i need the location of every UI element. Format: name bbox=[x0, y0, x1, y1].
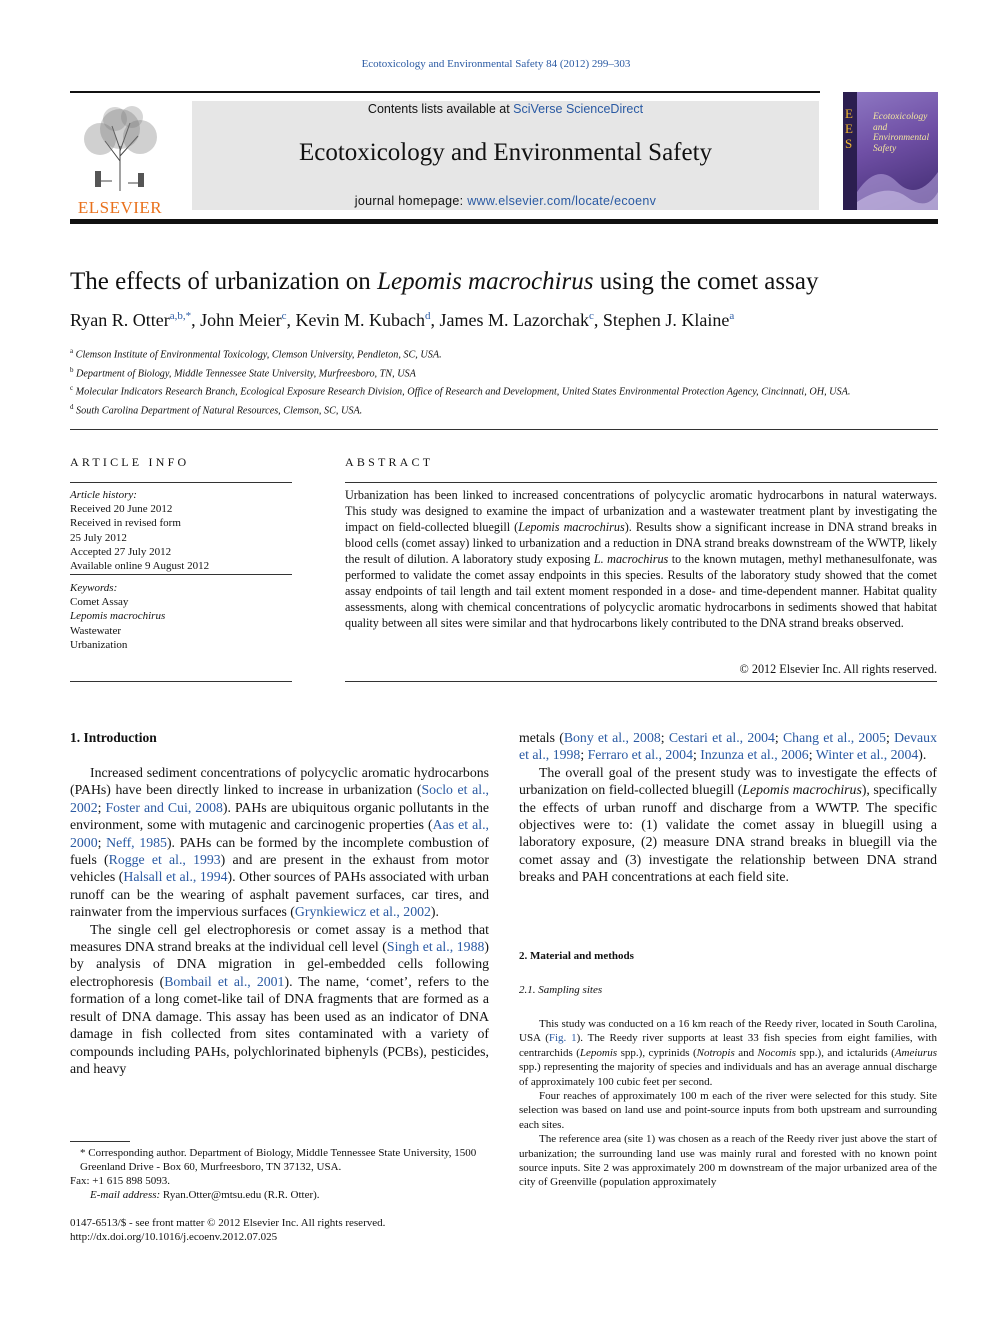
fax: Fax: +1 615 898 5093. bbox=[70, 1175, 171, 1187]
affiliation-text: South Carolina Department of Natural Resources, Clemson, SC, USA. bbox=[76, 405, 363, 417]
citation-link[interactable]: Foster and Cui, 2008 bbox=[105, 799, 223, 815]
abstract-part: ). Results show a significant increase in DNA strand breaks in blood cells (comet assay) linked to urbanization and a reduction in DNA strand breaks downstream of the WWTP, likely the result of dilution. A laboratory study exposing bbox=[345, 520, 937, 566]
citation-link[interactable]: Fig. 1 bbox=[548, 1032, 577, 1045]
author-affil-marker[interactable]: c bbox=[588, 310, 594, 322]
running-head: Ecotoxicology and Environmental Safety 84 (2012) 299–303 bbox=[361, 58, 631, 70]
elsevier-logo bbox=[70, 101, 170, 217]
keyword: Lepomis macrochirus bbox=[70, 610, 166, 623]
keyword: Urbanization bbox=[70, 638, 128, 651]
citation-link[interactable]: Bombail et al., 2001 bbox=[164, 973, 285, 989]
citation-link[interactable]: Grynkiewicz et al., 2002 bbox=[294, 904, 431, 920]
author-affil-marker[interactable]: a,b,* bbox=[169, 310, 192, 322]
history-label: Article history: bbox=[70, 489, 137, 501]
abstract-part: to the known mutagen, methyl methanesulfonate, was performed to validate the comet assay endpoints in this species. Results of the laboratory study showed that the comet assay endpoints of tail length and tail extent moment responded in a dose- and time-dependent manner. Habitat quality assessments, along with chemical concentrations of polycyclic aromatic hydrocarbons in sediments showed that habitat quality between all sites were similar and that hydrocarbons likely contributed to the DNA strand breaks observed. bbox=[345, 552, 937, 630]
intro-paragraph-4: The overall goal of the present study was to investigate the effects of urbanization on field-collected bluegill (Lepomis macrochirus), specifically the effects of urban runoff and discharge from a WWTP. The specific objectives were to: (1) validate the comet assay in bluegill using a laboratory exposure, (2) measure DNA strand breaks in bluegill via the comet assay and (3) investigate the relationship between DNA strand breaks and PAH concentrations at each field site. bbox=[519, 764, 937, 885]
intro-paragraph-3: metals (Bony et al., 2008; Cestari et al., 2004; Chang et al., 2005; Devaux et al., 1998; Ferraro et al., 2004; Inzunza et al., 2006; Winter et al., 2004). bbox=[519, 730, 937, 763]
citation-link[interactable]: Winter et al., 2004 bbox=[815, 747, 919, 763]
title-part-1: The effects of urbanization on bbox=[70, 268, 378, 295]
journal-homepage bbox=[192, 194, 819, 208]
affiliations bbox=[70, 344, 938, 418]
author-name: John Meier bbox=[200, 310, 282, 330]
author-name: Ryan R. Otter bbox=[70, 310, 170, 330]
header-top-rule bbox=[70, 91, 820, 93]
corresponding-author: * Corresponding author. Department of Biology, Middle Tennessee State University, 1500 Greenland Drive - Box 60, Murfreesboro, TN 37132, USA. bbox=[80, 1147, 477, 1173]
issn-line: 0147-6513/$ - see front matter © 2012 Elsevier Inc. All rights reserved. bbox=[70, 1217, 386, 1229]
header-thick-rule bbox=[70, 219, 938, 224]
author-name: Kevin M. Kubach bbox=[295, 310, 426, 330]
cover-letter-1: E bbox=[845, 106, 853, 121]
affiliation-marker: c bbox=[70, 384, 74, 393]
affiliation bbox=[70, 344, 938, 363]
elsevier-wordmark: ELSEVIER bbox=[77, 198, 163, 217]
citation-link[interactable]: Neff, 1985 bbox=[106, 834, 167, 850]
affiliation bbox=[70, 381, 938, 400]
cover-title-line-2: and bbox=[873, 122, 888, 133]
cover-artwork bbox=[857, 152, 938, 210]
front-matter bbox=[70, 1216, 520, 1244]
sciencedirect-link[interactable]: SciVerse ScienceDirect bbox=[513, 102, 644, 116]
email-address[interactable]: Ryan.Otter@mtsu.edu (R.R. Otter). bbox=[162, 1189, 320, 1201]
keyword: Comet Assay bbox=[70, 596, 129, 609]
keywords-rule bbox=[70, 574, 292, 575]
history-item: Received in revised form bbox=[70, 517, 181, 530]
left-column bbox=[70, 764, 489, 1077]
homepage-link[interactable]: www.elsevier.com/locate/ecoenv bbox=[467, 194, 657, 208]
intro-paragraph-1: Increased sediment concentrations of polycyclic aromatic hydrocarbons (PAHs) have been directly linked to increase in urbanization (Soclo et al., 2002; Foster and Cui, 2008). PAHs are ubiquitous organic pollutants in the environment, some with mutagenic and carcinogenic properties (Aas et al., 2000; Neff, 1985). PAHs can be formed by the incomplete combustion of fuels (Rogge et al., 1993) and are present in the exhaust from motor vehicles (Halsall et al., 1994). Other sources of PAHs associated with urban runoff can be the wearing of asphalt pavement surfaces, car tires, and rainwater from the impervious surfaces (Grynkiewicz et al., 2002). bbox=[70, 765, 490, 920]
tree-icon bbox=[70, 101, 170, 193]
title-part-2: using the comet assay bbox=[593, 268, 819, 295]
article-info-heading: ARTICLE INFO bbox=[70, 455, 190, 469]
footnote-rule bbox=[70, 1141, 130, 1142]
history-item: 25 July 2012 bbox=[70, 531, 127, 544]
email-line bbox=[70, 1188, 489, 1202]
email-label: E-mail address: bbox=[90, 1189, 161, 1201]
article-info-bottom-rule bbox=[70, 681, 292, 682]
citation-link[interactable]: Singh et al., 1988 bbox=[386, 939, 485, 955]
affiliation bbox=[70, 363, 938, 382]
abstract-species: Lepomis macrochirus bbox=[518, 520, 625, 534]
contents-prefix: Contents lists available at bbox=[367, 102, 510, 116]
author-name: James M. Lazorchak bbox=[439, 310, 589, 330]
history-item: Available online 9 August 2012 bbox=[70, 560, 210, 573]
cover-title-line-1: Ecotoxicology bbox=[873, 112, 928, 122]
author-affil-marker[interactable]: a bbox=[729, 310, 735, 322]
author-list: Ryan R. Otter$^{a,b,*}$, John Meier$^c$, Kevin M. Kubach$^d$, James M. Lazorchak$^c$, Stephen J. Klaine$^a$ bbox=[70, 310, 735, 330]
italic-term: Lepomis macrochirus bbox=[742, 782, 862, 798]
affiliation-text: Molecular Indicators Research Branch, Ecological Exposure Research Division, Office of Research and Development, United States Environmental Protection Agency, Cincinnati, OH, USA. bbox=[75, 386, 851, 398]
cover-letters bbox=[845, 106, 853, 151]
affiliation-marker: d bbox=[70, 402, 74, 411]
copyright: © 2012 Elsevier Inc. All rights reserved. bbox=[739, 662, 937, 676]
affiliation-marker: b bbox=[70, 365, 74, 374]
abstract-bottom-rule bbox=[345, 681, 937, 682]
author-affil-marker[interactable]: c bbox=[281, 310, 287, 322]
affiliation-text: Clemson Institute of Environmental Toxicology, Clemson University, Pendleton, SC, USA. bbox=[75, 349, 442, 361]
affiliation-text: Department of Biology, Middle Tennessee State University, Murfreesboro, TN, USA bbox=[76, 367, 416, 379]
keyword: Wastewater bbox=[70, 624, 122, 637]
cover-letter-2: E bbox=[845, 121, 853, 136]
citation-link[interactable]: Aas et al., 2000 bbox=[70, 817, 489, 850]
cover-title-line-4: Safety bbox=[873, 143, 897, 154]
article-history bbox=[70, 488, 292, 573]
keywords-label: Keywords: bbox=[70, 582, 118, 594]
sampling-sites-heading: 2.1. Sampling sites bbox=[519, 984, 603, 996]
methods-text bbox=[519, 1017, 937, 1190]
methods-paragraph-3: The reference area (site 1) was chosen as a reach of the Reedy river just above the start of urbanization; the surrounding land use was mainly rural and forested with no known point source inputs. Site 2 was approximately 200 m downstream of the major urbanized area of the city of Greenville (population approximately bbox=[519, 1133, 937, 1189]
footnotes bbox=[70, 1146, 489, 1202]
citation-link[interactable]: Halsall et al., 1994 bbox=[123, 869, 228, 885]
methods-paragraph-1: This study was conducted on a 16 km reach of the Reedy river, located in South Carolina, USA (Fig. 1). The Reedy river supports at least 33 fish species from eight families, with centrarchids (Lepomis spp.), cyprinids (Notropis and Nocomis spp.), and ictalurids (Ameiurus spp.) representing the majority of species and individuals and has an average annual discharge of approximately 100 cubic feet per second. bbox=[519, 1018, 937, 1088]
article-title bbox=[70, 268, 938, 296]
citation-link[interactable]: Cestari et al., 2004 bbox=[668, 730, 775, 745]
author-affil-marker[interactable]: d bbox=[425, 310, 431, 322]
citation-link[interactable]: Ferraro et al., 2004 bbox=[587, 747, 693, 763]
journal-cover bbox=[843, 92, 938, 210]
methods-paragraph-2: Four reaches of approximately 100 m each of the river were selected for this study. Site selection was based on land use and point-source inputs from both upstream and surrounding each sites. bbox=[519, 1090, 937, 1131]
homepage-prefix: journal homepage: bbox=[354, 194, 464, 208]
cover-title-line-3: Environmental bbox=[873, 133, 930, 143]
abstract-species: L. macrochirus bbox=[593, 552, 669, 566]
affiliation-marker: a bbox=[70, 347, 74, 355]
cover-title bbox=[873, 112, 929, 154]
cover-letter-3: S bbox=[845, 136, 853, 151]
italic-term: Ameiurus bbox=[894, 1046, 937, 1059]
italic-term: Lepomis bbox=[579, 1046, 618, 1059]
citation-link[interactable]: Devaux et al., 1998 bbox=[519, 730, 937, 763]
affiliation-rule bbox=[70, 429, 938, 430]
methods-heading: 2. Material and methods bbox=[519, 950, 634, 962]
citation-link[interactable]: Rogge et al., 1993 bbox=[108, 852, 221, 868]
doi-link[interactable]: http://dx.doi.org/10.1016/j.ecoenv.2012.07.025 bbox=[70, 1231, 278, 1243]
abstract-heading: ABSTRACT bbox=[345, 455, 434, 469]
italic-term: Notropis bbox=[696, 1046, 735, 1059]
journal-title: Ecotoxicology and Environmental Safety bbox=[298, 139, 713, 166]
history-item: Accepted 27 July 2012 bbox=[70, 545, 172, 558]
author-name: Stephen J. Klaine bbox=[602, 310, 730, 330]
keywords bbox=[70, 581, 292, 652]
intro-heading: 1. Introduction bbox=[70, 730, 157, 745]
citation-link[interactable]: Soclo et al., 2002 bbox=[70, 782, 490, 815]
intro-paragraph-2: The single cell gel electrophoresis or comet assay is a method that measures DNA strand breaks at the individual cell level (Singh et al., 1988) by analysis of DNA migration in gel-embedded cells following electrophoresis (Bombail et al., 2001). The name, ‘comet’, refers to the formation of a long comet-like tail of DNA fragments that are formed as a result of DNA damage. This assay has been used as an indicator of DNA damage in fish collected from sites contaminated with a variety of compounds including PAHs, polychlorinated biphenyls (PCBs), pesticides, and heavy bbox=[70, 921, 489, 1076]
contents-line bbox=[192, 102, 819, 116]
citation-link[interactable]: Inzunza et al., 2006 bbox=[700, 747, 809, 763]
affiliation bbox=[70, 400, 938, 419]
abstract-text bbox=[345, 487, 937, 631]
citation-link[interactable]: Chang et al., 2005 bbox=[782, 730, 887, 745]
abstract-part: Urbanization has been linked to increased concentrations of polycyclic aromatic hydrocarbons in natural waterways. This study was designed to examine the impact of urbanization and a wastewater treatment plant by investigating the impact on field-collected bluegill ( bbox=[345, 488, 937, 534]
italic-term: Nocomis bbox=[757, 1046, 797, 1059]
article-info-rule bbox=[70, 482, 292, 483]
right-column bbox=[519, 729, 937, 886]
abstract-rule bbox=[345, 482, 937, 483]
history-item: Received 20 June 2012 bbox=[70, 503, 173, 516]
title-species: Lepomis macrochirus bbox=[377, 268, 594, 295]
citation-link[interactable]: Bony et al., 2008 bbox=[563, 730, 661, 745]
